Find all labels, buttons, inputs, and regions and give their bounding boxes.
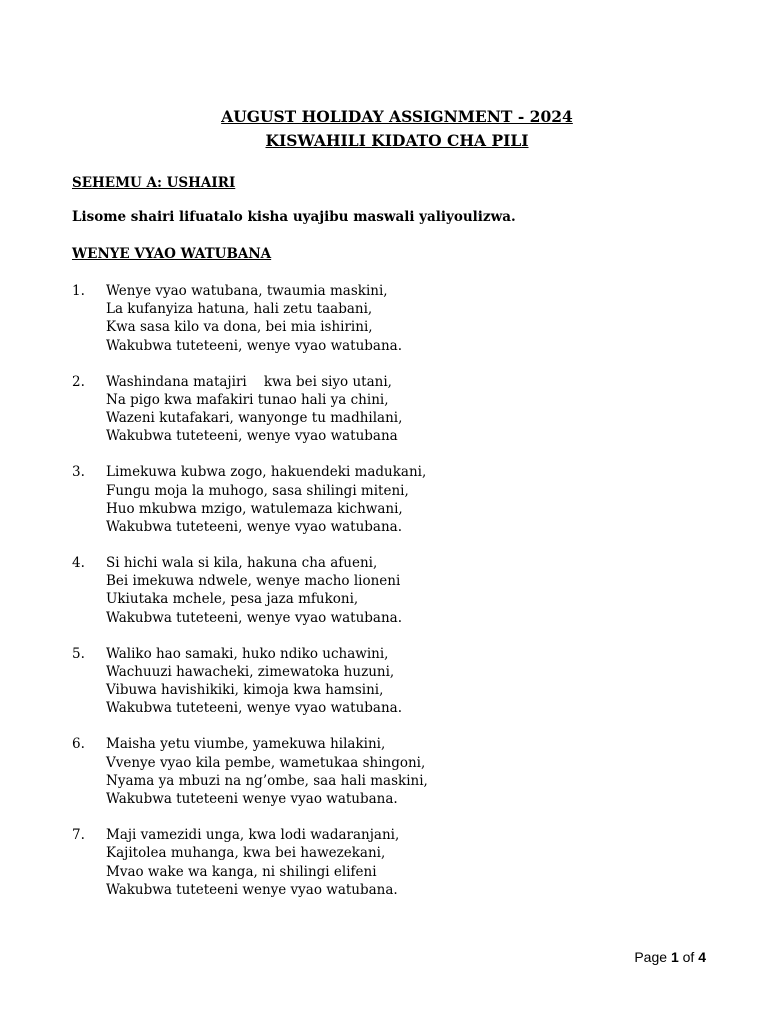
poem-line: Fungu moja la muhogo, sasa shilingi miteni, [106, 482, 409, 499]
stanza [72, 826, 712, 917]
document-subtitle: KISWAHILI KIDATO CHA PILI [265, 131, 529, 150]
poem-line: Washindana matajiri kwa bei siyo utani, [106, 373, 392, 390]
poem-line: Wakubwa tuteteeni, wenye vyao watubana [106, 428, 398, 445]
poem-line: Kajitolea muhanga, kwa bei hawezekani, [106, 845, 386, 862]
poem-line: Wakubwa tuteteeni, wenye vyao watubana. [106, 609, 403, 626]
stanza [72, 282, 712, 373]
poem-line: Maisha yetu viumbe, yamekuwa hilakini, [106, 736, 386, 753]
poem-stanzas [72, 282, 712, 917]
stanza [72, 554, 712, 645]
poem-line: Wakubwa tuteteeni, wenye vyao watubana. [106, 518, 403, 535]
stanza [72, 463, 712, 554]
stanza-lines [106, 645, 402, 718]
of-label: of [682, 949, 695, 965]
stanza-lines [106, 463, 426, 536]
poem-line: Vvenye vyao kila pembe, wametukaa shingoni, [106, 754, 426, 771]
stanza [72, 645, 712, 736]
poem-title: WENYE VYAO WATUBANA [72, 246, 272, 262]
stanza-number: 3. [72, 464, 85, 481]
current-page-number: 1 [670, 949, 679, 965]
poem-line: Wenye vyao watubana, twaumia maskini, [106, 283, 388, 299]
stanza-lines [106, 735, 428, 808]
poem-line: Waliko hao samaki, huko ndiko uchawini, [106, 645, 389, 662]
poem-line: La kufanyiza hatuna, hali zetu taabani, [106, 301, 373, 318]
poem-line: Na pigo kwa mafakiri tunao hali ya chini, [106, 391, 389, 408]
section-heading: SEHEMU A: USHAIRI [72, 175, 236, 191]
stanza-number: 2. [72, 373, 85, 390]
total-pages-number: 4 [698, 949, 706, 965]
poem-line: Wakubwa tuteteeni wenye vyao watubana. [106, 791, 398, 808]
instruction-text: Lisome shairi lifuatalo kisha uyajibu maswali yaliyoulizwa. [72, 209, 516, 225]
poem-line: Mvao wake wa kanga, ni shilingi elifeni [106, 863, 377, 880]
stanza [72, 735, 712, 826]
document-title: AUGUST HOLIDAY ASSIGNMENT - 2024 [221, 107, 573, 126]
stanza-number: 7. [72, 827, 85, 844]
poem-line: Wazeni kutafakari, wanyonge tu madhilani, [106, 410, 403, 427]
stanza-number: 4. [72, 555, 85, 572]
poem-line: Wakubwa tuteteeni, wenye vyao watubana. [106, 700, 403, 717]
poem-line: Vibuwa havishikiki, kimoja kwa hamsini, [106, 682, 384, 699]
poem-line: Wakubwa tuteteeni wenye vyao watubana. [106, 881, 398, 898]
poem-line: Huo mkubwa mzigo, watulemaza kichwani, [106, 500, 403, 517]
stanza-lines [106, 373, 402, 446]
poem-line: Kwa sasa kilo va dona, bei mia ishirini, [106, 319, 373, 336]
poem-line: Bei imekuwa ndwele, wenye macho lioneni [106, 573, 401, 590]
poem-line: Ukiutaka mchele, pesa jaza mfukoni, [106, 591, 359, 608]
stanza-lines [106, 826, 399, 899]
stanza-number: 6. [72, 736, 85, 753]
poem-line: Nyama ya mbuzi na ng’ombe, saa hali maskini, [106, 772, 428, 789]
poem-line: Wakubwa tuteteeni, wenye vyao watubana. [106, 337, 403, 354]
poem-line: Si hichi wala si kila, hakuna cha afueni, [106, 555, 378, 572]
page-label: Page [634, 949, 668, 965]
poem-line: Wachuuzi hawacheki, zimewatoka huzuni, [106, 663, 395, 680]
title-block [0, 105, 768, 153]
page-footer [634, 949, 706, 965]
poem-line: Limekuwa kubwa zogo, hakuendeki madukani, [106, 464, 427, 481]
stanza-number: 5. [72, 645, 85, 662]
stanza-lines [106, 554, 402, 627]
stanza-lines [106, 282, 402, 355]
poem-line: Maji vamezidi unga, kwa lodi wadaranjani, [106, 827, 400, 844]
stanza [72, 373, 712, 464]
stanza-number: 1. [72, 283, 85, 299]
